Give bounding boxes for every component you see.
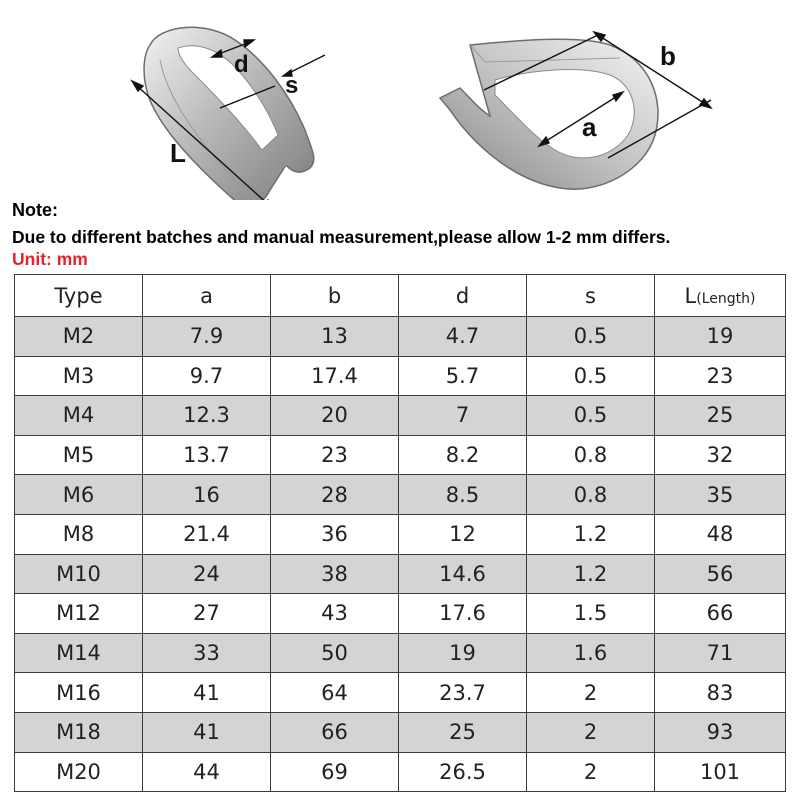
table-row — [15, 594, 786, 634]
cell-s: 1.6 — [527, 633, 655, 673]
cell-d: 5.7 — [399, 356, 527, 396]
cell-b: 23 — [271, 435, 399, 475]
cell-s: 0.5 — [527, 356, 655, 396]
cell-a: 13.7 — [143, 435, 271, 475]
label-L: L — [170, 138, 186, 168]
cell-s: 2 — [527, 673, 655, 713]
cell-type: M18 — [15, 712, 143, 752]
cell-b: 13 — [271, 317, 399, 357]
cell-b: 28 — [271, 475, 399, 515]
cell-b: 17.4 — [271, 356, 399, 396]
table-row — [15, 396, 786, 436]
cell-length: 101 — [655, 752, 786, 792]
cell-d: 7 — [399, 396, 527, 436]
cell-type: M20 — [15, 752, 143, 792]
cell-type: M8 — [15, 514, 143, 554]
cell-length: 48 — [655, 514, 786, 554]
cell-type: M4 — [15, 396, 143, 436]
table-row — [15, 475, 786, 515]
cell-length: 32 — [655, 435, 786, 475]
cell-d: 25 — [399, 712, 527, 752]
table-row — [15, 356, 786, 396]
note-text: Due to different batches and manual measurement,please allow 1-2 mm differs. — [12, 227, 671, 247]
cell-d: 4.7 — [399, 317, 527, 357]
cell-b: 20 — [271, 396, 399, 436]
cell-s: 0.5 — [527, 396, 655, 436]
cell-s: 0.8 — [527, 475, 655, 515]
cell-a: 44 — [143, 752, 271, 792]
cell-a: 21.4 — [143, 514, 271, 554]
cell-a: 41 — [143, 673, 271, 713]
table-row — [15, 673, 786, 713]
thimble-top-view — [440, 39, 658, 189]
cell-b: 69 — [271, 752, 399, 792]
cell-length: 93 — [655, 712, 786, 752]
cell-s: 1.5 — [527, 594, 655, 634]
cell-d: 17.6 — [399, 594, 527, 634]
table-body — [15, 317, 786, 792]
cell-length: 25 — [655, 396, 786, 436]
cell-type: M2 — [15, 317, 143, 357]
thimble-side-view — [144, 27, 314, 200]
spec-table — [14, 274, 786, 792]
cell-b: 38 — [271, 554, 399, 594]
cell-length: 83 — [655, 673, 786, 713]
table-header-row — [15, 275, 786, 317]
header-length-suffix: (Length) — [696, 290, 756, 307]
cell-a: 9.7 — [143, 356, 271, 396]
cell-length: 19 — [655, 317, 786, 357]
table-row — [15, 752, 786, 792]
cell-s: 2 — [527, 712, 655, 752]
header-d: d — [399, 275, 527, 317]
cell-a: 33 — [143, 633, 271, 673]
cell-d: 19 — [399, 633, 527, 673]
cell-d: 14.6 — [399, 554, 527, 594]
label-a: a — [582, 112, 597, 142]
thimble-diagrams — [0, 0, 800, 200]
table-row — [15, 554, 786, 594]
cell-type: M16 — [15, 673, 143, 713]
cell-d: 8.5 — [399, 475, 527, 515]
cell-length: 71 — [655, 633, 786, 673]
header-b: b — [271, 275, 399, 317]
cell-s: 0.5 — [527, 317, 655, 357]
table-row — [15, 712, 786, 752]
label-d: d — [234, 51, 249, 78]
cell-a: 41 — [143, 712, 271, 752]
header-length — [655, 275, 786, 317]
cell-a: 7.9 — [143, 317, 271, 357]
cell-length: 35 — [655, 475, 786, 515]
cell-b: 50 — [271, 633, 399, 673]
cell-a: 12.3 — [143, 396, 271, 436]
cell-type: M6 — [15, 475, 143, 515]
cell-type: M3 — [15, 356, 143, 396]
cell-b: 64 — [271, 673, 399, 713]
cell-type: M12 — [15, 594, 143, 634]
cell-d: 23.7 — [399, 673, 527, 713]
label-s: s — [285, 72, 299, 99]
cell-type: M14 — [15, 633, 143, 673]
table-row — [15, 317, 786, 357]
label-b: b — [660, 41, 676, 71]
header-length-letter: L — [684, 283, 697, 308]
cell-length: 23 — [655, 356, 786, 396]
cell-b: 43 — [271, 594, 399, 634]
header-s: s — [527, 275, 655, 317]
table-row — [15, 514, 786, 554]
cell-b: 66 — [271, 712, 399, 752]
cell-d: 8.2 — [399, 435, 527, 475]
unit-label: Unit: mm — [12, 249, 88, 269]
cell-s: 1.2 — [527, 554, 655, 594]
header-a: a — [143, 275, 271, 317]
cell-s: 0.8 — [527, 435, 655, 475]
table-row — [15, 633, 786, 673]
cell-length: 66 — [655, 594, 786, 634]
note-title: Note: — [12, 200, 58, 220]
table-row — [15, 435, 786, 475]
cell-a: 24 — [143, 554, 271, 594]
cell-s: 2 — [527, 752, 655, 792]
cell-d: 12 — [399, 514, 527, 554]
header-type: Type — [15, 275, 143, 317]
cell-type: M10 — [15, 554, 143, 594]
cell-s: 1.2 — [527, 514, 655, 554]
cell-d: 26.5 — [399, 752, 527, 792]
cell-a: 16 — [143, 475, 271, 515]
cell-length: 56 — [655, 554, 786, 594]
cell-type: M5 — [15, 435, 143, 475]
cell-b: 36 — [271, 514, 399, 554]
cell-a: 27 — [143, 594, 271, 634]
